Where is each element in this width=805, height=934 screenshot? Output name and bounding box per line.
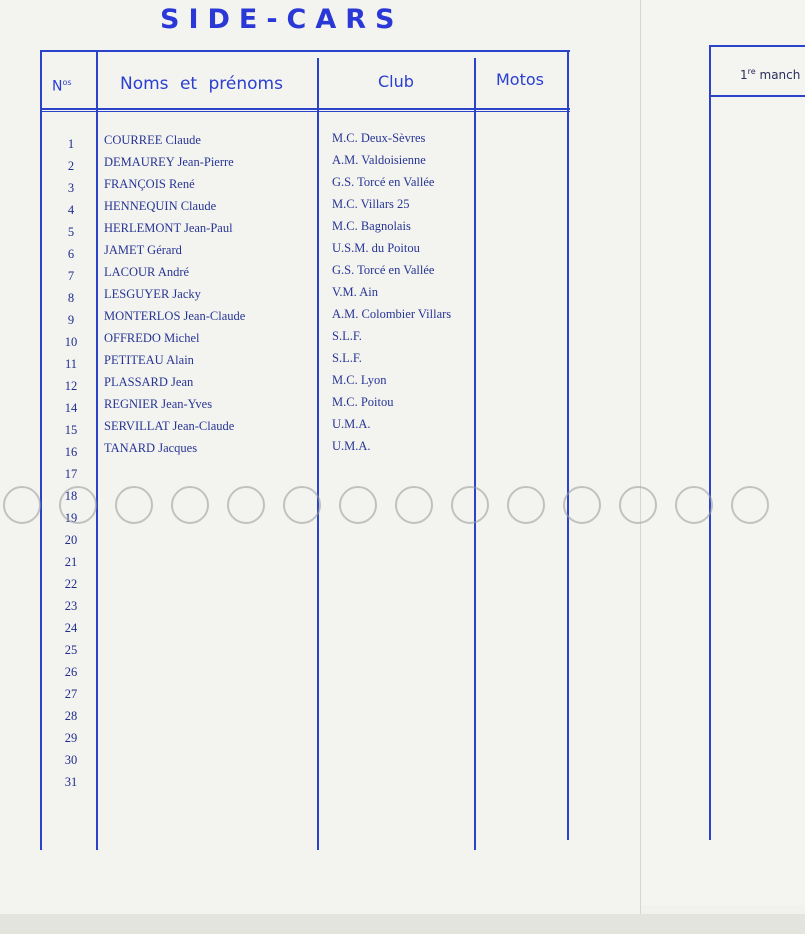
rider-club: M.C. Bagnolais bbox=[332, 219, 411, 233]
row-number: 14 bbox=[64, 401, 78, 415]
rider-club: U.M.A. bbox=[332, 439, 371, 453]
rider-name: OFFREDO Michel bbox=[104, 331, 200, 345]
column-header-nos: $N^{os}$ bbox=[52, 78, 72, 95]
row-number: 29 bbox=[64, 731, 78, 745]
scan-bottom-edge bbox=[0, 914, 805, 934]
rider-name: LESGUYER Jacky bbox=[104, 287, 201, 301]
rider-club: U.M.A. bbox=[332, 417, 371, 431]
right-page-header: 1re manch bbox=[740, 67, 801, 82]
rider-name: COURREE Claude bbox=[104, 133, 201, 147]
row-number: 7 bbox=[67, 269, 75, 283]
rider-club: M.C. Villars 25 bbox=[332, 197, 410, 211]
rider-club: G.S. Torcé en Vallée bbox=[332, 175, 435, 189]
column-divider-motos bbox=[567, 50, 569, 840]
club-column bbox=[332, 127, 451, 457]
row-number: 2 bbox=[67, 159, 75, 173]
row-number: 15 bbox=[64, 423, 78, 437]
rider-club: U.S.M. du Poitou bbox=[332, 241, 420, 255]
rider-club: M.C. Deux-Sèvres bbox=[332, 131, 426, 145]
row-number: 9 bbox=[67, 313, 75, 327]
row-number: 24 bbox=[64, 621, 78, 635]
row-number: 8 bbox=[67, 291, 75, 305]
rider-club: A.M. Valdoisienne bbox=[332, 153, 426, 167]
rider-club: S.L.F. bbox=[332, 351, 362, 365]
rider-club: V.M. Ain bbox=[332, 285, 378, 299]
column-divider-club bbox=[474, 58, 476, 850]
rider-name: REGNIER Jean-Yves bbox=[104, 397, 213, 411]
column-divider-names bbox=[317, 58, 319, 850]
names-column bbox=[104, 129, 245, 459]
rider-name: JAMET Gérard bbox=[104, 243, 182, 257]
column-divider-nos bbox=[96, 50, 98, 850]
row-number: 3 bbox=[67, 181, 75, 195]
rider-name: HERLEMONT Jean-Paul bbox=[104, 221, 233, 235]
row-number: 22 bbox=[64, 577, 78, 591]
rider-name: PLASSARD Jean bbox=[104, 375, 194, 389]
row-number: 31 bbox=[64, 775, 78, 789]
header-underline bbox=[40, 108, 570, 110]
row-number: 21 bbox=[64, 555, 78, 569]
row-number: 12 bbox=[64, 379, 78, 393]
right-table-left-border bbox=[709, 45, 711, 840]
row-number: 5 bbox=[67, 225, 75, 239]
rider-name: HENNEQUIN Claude bbox=[104, 199, 217, 213]
row-number: 17 bbox=[64, 467, 78, 481]
rider-name: LACOUR André bbox=[104, 265, 190, 279]
header-underline-sub bbox=[40, 111, 570, 112]
row-number: 6 bbox=[67, 247, 75, 261]
rider-name: SERVILLAT Jean-Claude bbox=[104, 419, 235, 433]
row-number: 11 bbox=[64, 357, 78, 371]
watermark-strip bbox=[0, 480, 805, 540]
row-number: 23 bbox=[64, 599, 78, 613]
column-header-club: Club bbox=[378, 72, 414, 91]
right-table-top-border bbox=[709, 45, 805, 47]
row-number: 27 bbox=[64, 687, 78, 701]
row-number: 20 bbox=[64, 533, 78, 547]
row-number: 16 bbox=[64, 445, 78, 459]
row-number: 30 bbox=[64, 753, 78, 767]
row-number: 19 bbox=[64, 511, 78, 525]
row-number: 26 bbox=[64, 665, 78, 679]
rider-club: M.C. Lyon bbox=[332, 373, 387, 387]
row-number: 25 bbox=[64, 643, 78, 657]
row-number: 10 bbox=[64, 335, 78, 349]
table-left-border bbox=[40, 50, 42, 850]
row-number: 1 bbox=[67, 137, 75, 151]
rider-club: G.S. Torcé en Vallée bbox=[332, 263, 435, 277]
right-header-underline bbox=[709, 95, 805, 97]
numbers-column bbox=[56, 133, 86, 793]
rider-name: TANARD Jacques bbox=[104, 441, 198, 455]
column-header-names: Noms et prénoms bbox=[120, 74, 283, 94]
rider-club: S.L.F. bbox=[332, 329, 362, 343]
rider-name: FRANÇOIS René bbox=[104, 177, 195, 191]
row-number: 18 bbox=[64, 489, 78, 503]
right-page bbox=[641, 0, 805, 905]
rider-club: A.M. Colombier Villars bbox=[332, 307, 452, 321]
rider-name: PETITEAU Alain bbox=[104, 353, 194, 367]
column-header-motos: Motos bbox=[496, 70, 544, 89]
watermark-logo-row bbox=[0, 480, 805, 540]
row-number: 28 bbox=[64, 709, 78, 723]
page-title: SIDE-CARS bbox=[160, 4, 404, 35]
rider-club: M.C. Poitou bbox=[332, 395, 394, 409]
row-number: 4 bbox=[67, 203, 75, 217]
table-top-border bbox=[40, 50, 570, 52]
rider-name: DEMAUREY Jean-Pierre bbox=[104, 155, 234, 169]
rider-name: MONTERLOS Jean-Claude bbox=[104, 309, 246, 323]
